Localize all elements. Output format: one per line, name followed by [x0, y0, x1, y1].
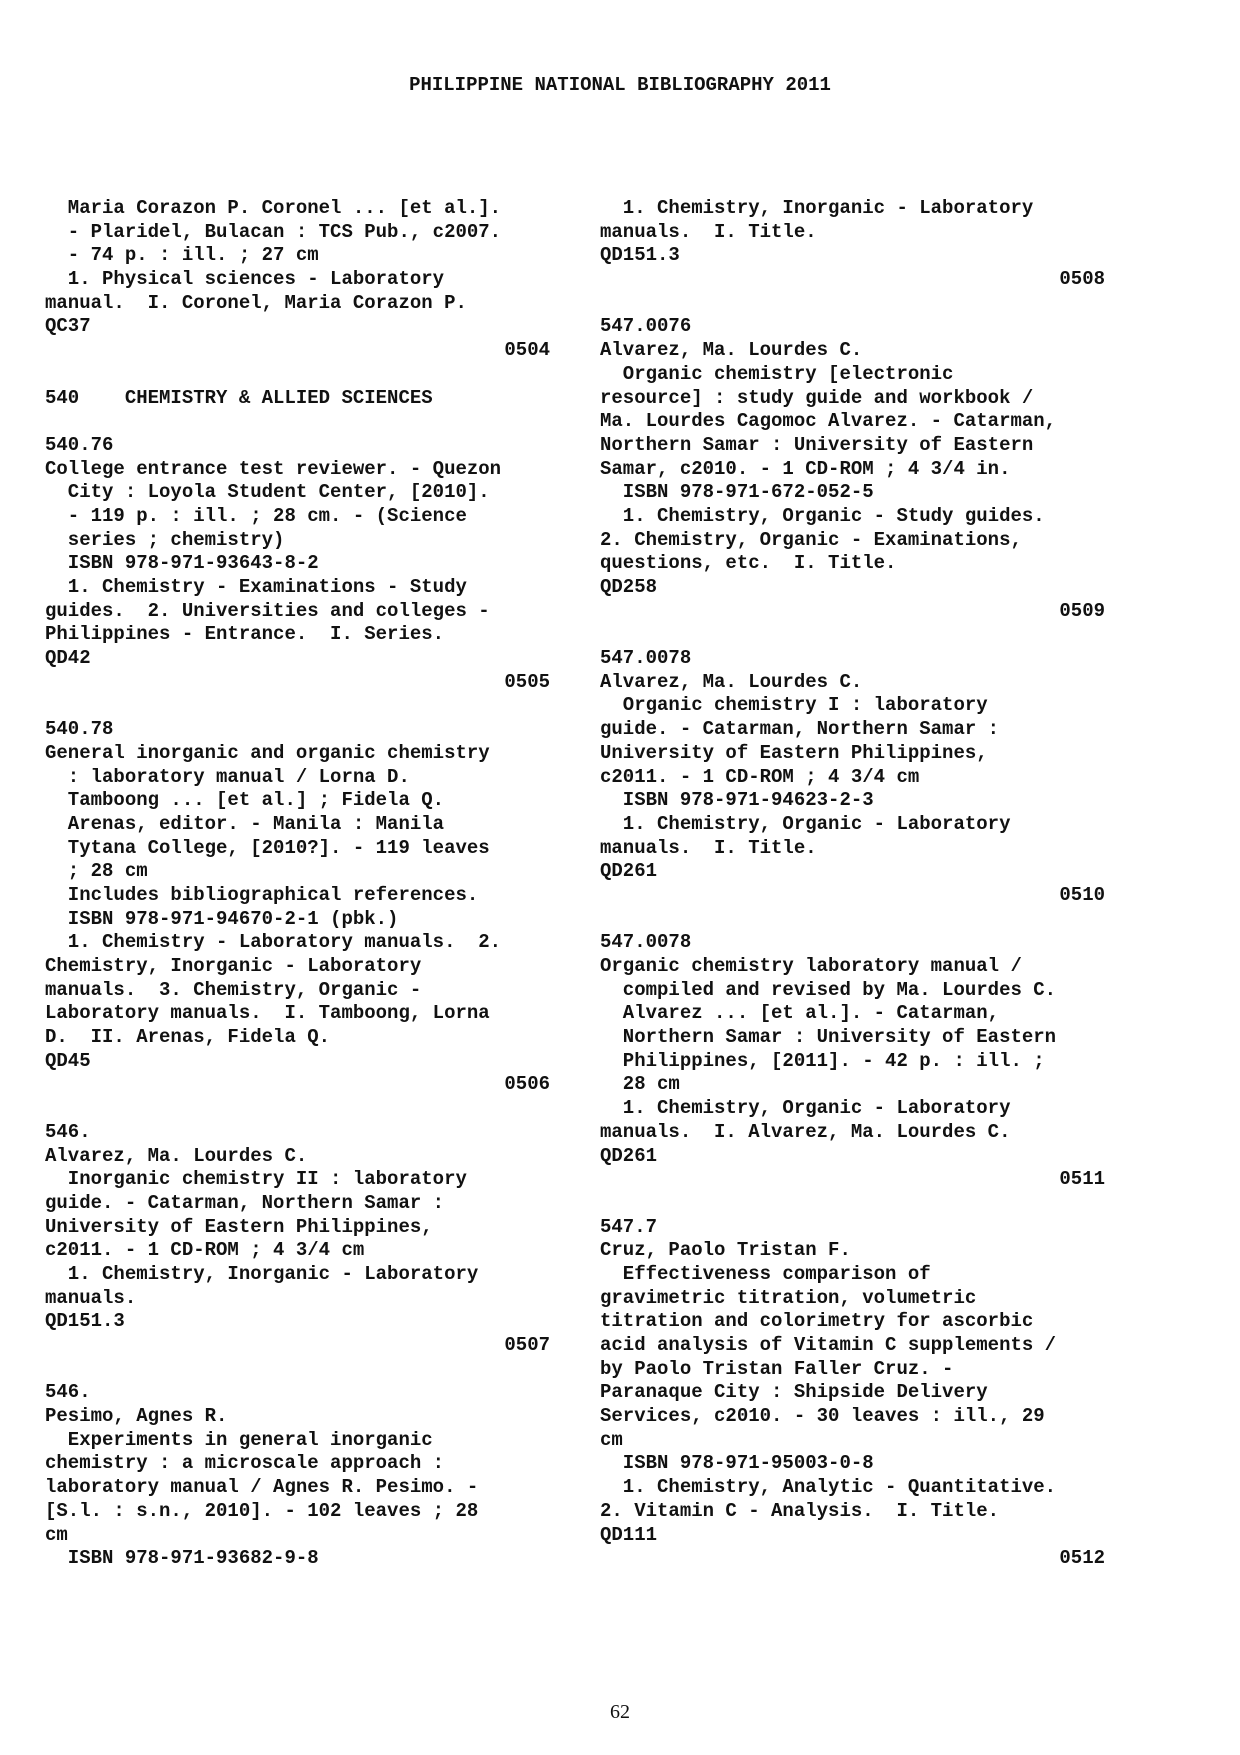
entry-line: Tamboong ... [et al.] ; Fidela Q.	[45, 789, 445, 812]
entry-line: 547.7	[600, 1215, 658, 1238]
entry-line: QD151.3	[600, 244, 680, 267]
entry-line: cm	[45, 1523, 68, 1546]
entry-line: 540.78	[45, 718, 114, 741]
entry-line: General inorganic and organic chemistry	[45, 741, 490, 764]
entry-line: Philippines - Entrance. I. Series.	[45, 623, 445, 646]
entry-line	[45, 363, 550, 387]
entry-line: ISBN 978-971-94670-2-1 (pbk.)	[45, 907, 399, 930]
entry-line: 547.0078	[600, 931, 692, 954]
entry-line: QD42	[45, 647, 91, 670]
entry-line: Pesimo, Agnes R.	[45, 1405, 228, 1428]
entry-line: cm	[600, 1428, 623, 1451]
entry-number: 0504	[504, 339, 550, 362]
entry-line: Experiments in general inorganic	[45, 1428, 433, 1451]
entry-line: manuals. 3. Chemistry, Organic -	[45, 978, 422, 1001]
entry-line: Alvarez, Ma. Lourdes C.	[600, 670, 863, 693]
entry-number: 0508	[1059, 268, 1105, 291]
entry-line: Ma. Lourdes Cagomoc Alvarez. - Catarman,	[600, 410, 1057, 433]
entry-line: gravimetric titration, volumetric	[600, 1286, 977, 1309]
entry-line: Arenas, editor. - Manila : Manila	[45, 812, 445, 835]
entry-line: 540 CHEMISTRY & ALLIED SCIENCES	[45, 386, 433, 409]
entry-line: - 119 p. : ill. ; 28 cm. - (Science	[45, 504, 467, 527]
entry-line: QD258	[600, 576, 658, 598]
entry-line: c2011. - 1 CD-ROM ; 4 3/4 cm	[45, 1239, 365, 1262]
entry-line: Effectiveness comparison of	[600, 1262, 931, 1285]
entry-line: Cruz, Paolo Tristan F.	[600, 1239, 851, 1262]
entry-line: by Paolo Tristan Faller Cruz. -	[600, 1357, 954, 1380]
entry-line: manuals. I. Title.	[600, 220, 817, 243]
entry-line: ; 28 cm	[45, 860, 148, 883]
entry-line: Inorganic chemistry II : laboratory	[45, 1168, 467, 1191]
entry-line: - 74 p. : ill. ; 27 cm	[45, 244, 319, 267]
entry-line: ISBN 978-971-95003-0-8	[600, 1452, 874, 1475]
entry-line: 2. Chemistry, Organic - Examinations,	[600, 528, 1022, 551]
entry-number: 0505	[504, 670, 550, 693]
entry-line: Includes bibliographical references.	[45, 883, 479, 906]
entry-line: manual. I. Coronel, Maria Corazon P.	[45, 291, 467, 314]
page-number: 62	[610, 1701, 630, 1723]
entry-number: 0507	[504, 1334, 550, 1356]
entry-line: Tytana College, [2010?]. - 119 leaves	[45, 836, 490, 859]
entry-line: University of Eastern Philippines,	[45, 1215, 433, 1238]
entry-line: Laboratory manuals. I. Tamboong, Lorna	[45, 1002, 490, 1025]
entry-line: 1. Chemistry, Analytic - Quantitative.	[600, 1476, 1057, 1499]
entry-line: Services, c2010. - 30 leaves : ill., 29	[600, 1405, 1045, 1428]
entry-line: Alvarez, Ma. Lourdes C.	[600, 339, 863, 362]
entry-line: QD45	[45, 1049, 91, 1072]
entry-line: Alvarez, Ma. Lourdes C.	[45, 1144, 308, 1167]
entry-line: 1. Chemistry, Organic - Laboratory	[600, 1097, 1011, 1120]
entry-line: 2. Vitamin C - Analysis. I. Title.	[600, 1499, 1000, 1522]
entry-line: guide. - Catarman, Northern Samar :	[45, 1191, 445, 1214]
entry-line: Alvarez ... [et al.]. - Catarman,	[600, 1002, 1000, 1025]
entry-line: questions, etc. I. Title.	[600, 552, 897, 575]
entry-line: 1. Chemistry - Laboratory manuals. 2.	[45, 931, 502, 954]
entry-line: Maria Corazon P. Coronel ... [et al.].	[45, 197, 502, 219]
entry-line: 547.0078	[600, 647, 692, 670]
entry-number: 0511	[1059, 1168, 1105, 1191]
entry-line: manuals.	[45, 1286, 137, 1309]
entry-line: laboratory manual / Agnes R. Pesimo. -	[45, 1476, 479, 1499]
entry-line: Northern Samar : University of Eastern	[600, 433, 1034, 456]
entry-line: c2011. - 1 CD-ROM ; 4 3/4 cm	[600, 765, 920, 788]
entry-line: resource] : study guide and workbook /	[600, 386, 1034, 409]
entry-number: 0510	[1059, 883, 1105, 906]
entry-line	[600, 1192, 1105, 1216]
entry-line: [S.l. : s.n., 2010]. - 102 leaves ; 28	[45, 1499, 479, 1522]
entry-line: 1. Chemistry - Examinations - Study	[45, 576, 467, 598]
entry-line: 1. Chemistry, Inorganic - Laboratory	[45, 1262, 479, 1285]
entry-line: Organic chemistry laboratory manual /	[600, 955, 1022, 977]
entry-line: Organic chemistry I : laboratory	[600, 694, 988, 717]
entry-line: 547.0076	[600, 315, 692, 338]
entry-line: QD261	[600, 1144, 658, 1167]
entry-line: QC37	[45, 315, 91, 338]
entry-line: guides. 2. Universities and colleges -	[45, 599, 490, 622]
entry-line	[600, 292, 1105, 316]
entry-line	[45, 694, 550, 718]
entry-line: 546.	[45, 1120, 91, 1143]
entry-line: 1. Chemistry, Organic - Laboratory	[600, 812, 1011, 835]
entry-line: ISBN 978-971-94623-2-3	[600, 789, 874, 812]
entry-number: 0512	[1059, 1547, 1105, 1570]
entry-line: Philippines, [2011]. - 42 p. : ill. ;	[600, 1049, 1045, 1072]
entry-line: College entrance test reviewer. - Quezon	[45, 457, 502, 480]
entry-line	[45, 410, 550, 434]
entry-line: City : Loyola Student Center, [2010].	[45, 481, 490, 504]
entry-line: 28 cm	[600, 1073, 680, 1096]
entry-number: 0509	[1059, 599, 1105, 622]
entry-line: Organic chemistry [electronic	[600, 362, 954, 385]
entry-line: 1. Chemistry, Organic - Study guides.	[600, 504, 1045, 527]
entry-line: ISBN 978-971-93682-9-8	[45, 1547, 319, 1570]
entry-line: QD111	[600, 1523, 658, 1546]
entry-line	[600, 623, 1105, 647]
left-column	[45, 197, 550, 1571]
entry-line: 546.	[45, 1381, 91, 1404]
entry-line: compiled and revised by Ma. Lourdes C.	[600, 978, 1057, 1001]
entry-line: 540.76	[45, 433, 114, 456]
entry-line: manuals. I. Alvarez, Ma. Lourdes C.	[600, 1120, 1011, 1143]
entry-line: QD151.3	[45, 1310, 125, 1333]
entry-line: 1. Chemistry, Inorganic - Laboratory	[600, 197, 1034, 219]
entry-line: ISBN 978-971-672-052-5	[600, 481, 874, 504]
entry-line: Chemistry, Inorganic - Laboratory	[45, 955, 422, 977]
entry-line: titration and colorimetry for ascorbic	[600, 1310, 1034, 1333]
entry-line: Northern Samar : University of Eastern	[600, 1026, 1057, 1049]
entry-line: chemistry : a microscale approach :	[45, 1452, 445, 1475]
entry-line: guide. - Catarman, Northern Samar :	[600, 718, 1000, 741]
entry-line: acid analysis of Vitamin C supplements /	[600, 1334, 1057, 1356]
entry-line	[45, 1097, 550, 1121]
entry-line	[600, 908, 1105, 932]
entry-line: Paranaque City : Shipside Delivery	[600, 1381, 988, 1404]
right-column	[600, 197, 1105, 1571]
entry-line: University of Eastern Philippines,	[600, 741, 988, 764]
entry-line: manuals. I. Title.	[600, 836, 817, 859]
entry-line: ISBN 978-971-93643-8-2	[45, 552, 319, 575]
entry-line: Samar, c2010. - 1 CD-ROM ; 4 3/4 in.	[600, 457, 1011, 480]
page-title: PHILIPPINE NATIONAL BIBLIOGRAPHY 2011	[409, 74, 831, 96]
entry-line: D. II. Arenas, Fidela Q.	[45, 1026, 331, 1049]
entry-line	[45, 1358, 550, 1382]
entry-line: series ; chemistry)	[45, 528, 285, 551]
entry-line: 1. Physical sciences - Laboratory	[45, 268, 445, 291]
entry-number: 0506	[504, 1073, 550, 1096]
entry-line: : laboratory manual / Lorna D.	[45, 765, 410, 788]
entry-line: QD261	[600, 860, 658, 883]
entry-line: - Plaridel, Bulacan : TCS Pub., c2007.	[45, 220, 502, 243]
